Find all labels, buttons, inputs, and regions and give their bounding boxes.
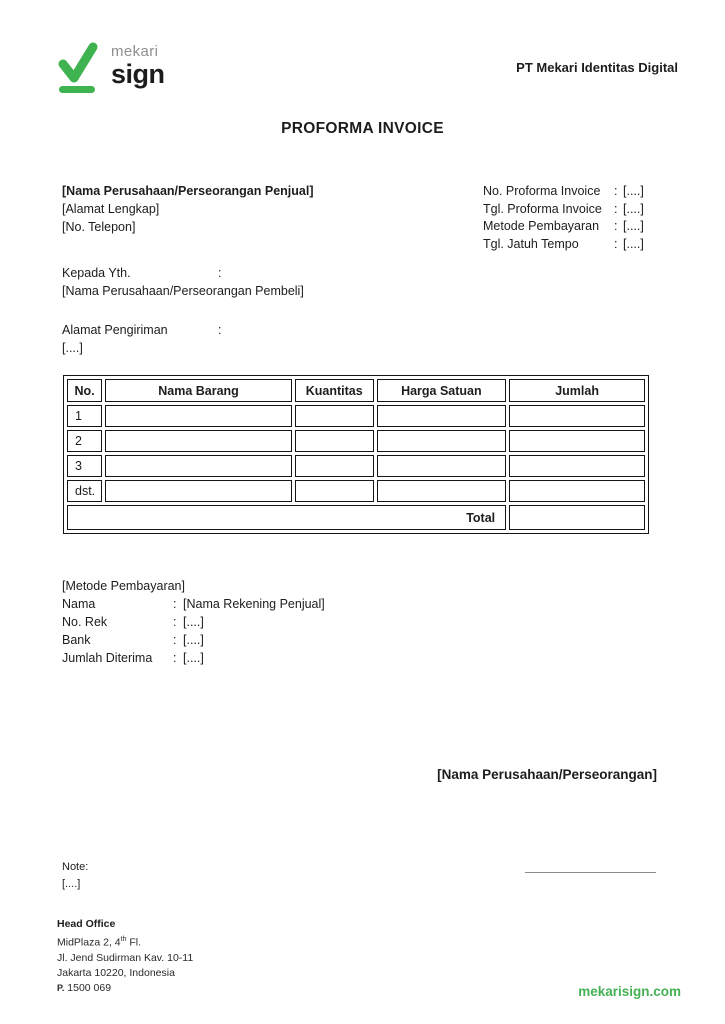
invoice-meta bbox=[483, 183, 644, 253]
meta-value: [....] bbox=[623, 201, 644, 216]
item-name-cell bbox=[105, 480, 292, 502]
meta-row-invoice-number bbox=[483, 183, 644, 201]
amount-cell bbox=[509, 455, 645, 477]
quantity-cell bbox=[295, 405, 374, 427]
payment-value: [Nama Rekening Penjual] bbox=[183, 597, 325, 611]
meta-label: Tgl. Jatuh Tempo bbox=[483, 236, 579, 251]
meta-value: [....] bbox=[623, 184, 644, 198]
table-row bbox=[67, 480, 645, 502]
seller-info bbox=[62, 182, 313, 236]
quantity-cell bbox=[295, 430, 374, 452]
signature-company-name: [Nama Perusahaan/Perseorangan] bbox=[437, 767, 657, 782]
company-name: PT Mekari Identitas Digital bbox=[516, 60, 678, 75]
address-line-2: Jl. Jend Sudirman Kav. 10-11 bbox=[57, 951, 194, 964]
logo-text-mekari: mekari bbox=[111, 43, 159, 60]
header-no: No. bbox=[67, 379, 102, 402]
payment-label: No. Rek bbox=[62, 615, 108, 629]
header-harga-satuan: Harga Satuan bbox=[377, 379, 507, 402]
colon-separator: : bbox=[218, 323, 222, 337]
seller-address: [Alamat Lengkap] bbox=[62, 202, 160, 216]
page-title: PROFORMA INVOICE bbox=[281, 120, 444, 137]
address-line-1-suffix: Fl. bbox=[126, 936, 142, 949]
total-label: Total bbox=[67, 505, 506, 530]
website-link[interactable]: mekarisign.com bbox=[578, 984, 681, 999]
header-nama-barang: Nama Barang bbox=[105, 379, 292, 402]
floor-superscript: th bbox=[120, 936, 127, 943]
payment-row-account-number bbox=[62, 613, 325, 631]
phone-prefix: P. bbox=[57, 982, 65, 993]
meta-label: Tgl. Proforma Invoice bbox=[483, 201, 602, 216]
table-row bbox=[67, 405, 645, 427]
colon-separator: : bbox=[614, 219, 618, 233]
quantity-cell bbox=[295, 455, 374, 477]
shipping-label-row bbox=[62, 321, 221, 339]
shipping-label: Alamat Pengiriman bbox=[62, 323, 168, 337]
seller-name: [Nama Perusahaan/Perseorangan Penjual] bbox=[62, 184, 314, 198]
colon-separator: : bbox=[173, 651, 177, 665]
signature-line bbox=[525, 872, 656, 873]
row-number: 1 bbox=[67, 405, 102, 427]
meta-label: Metode Pembayaran bbox=[483, 219, 600, 233]
items-table-container bbox=[63, 375, 649, 534]
unit-price-cell bbox=[377, 430, 507, 452]
recipient-label: Kepada Yth. bbox=[62, 266, 131, 280]
payment-value: [....] bbox=[183, 633, 204, 647]
items-table bbox=[63, 375, 649, 534]
check-mark-icon bbox=[58, 40, 98, 94]
meta-row-due-date bbox=[483, 236, 644, 254]
recipient-name: [Nama Perusahaan/Perseorangan Pembeli] bbox=[62, 284, 304, 298]
meta-row-payment-method bbox=[483, 218, 644, 236]
colon-separator: : bbox=[218, 266, 222, 280]
payment-label: Jumlah Diterima bbox=[62, 651, 153, 665]
header-kuantitas: Kuantitas bbox=[295, 379, 374, 402]
address-line-1-text: MidPlaza 2, 4 bbox=[57, 936, 121, 949]
item-name-cell bbox=[105, 405, 292, 427]
table-row bbox=[67, 430, 645, 452]
amount-cell bbox=[509, 430, 645, 452]
total-value-cell bbox=[509, 505, 645, 530]
colon-separator: : bbox=[173, 633, 177, 647]
mekari-sign-logo bbox=[58, 40, 165, 94]
logo-text-sign: sign bbox=[111, 59, 165, 89]
row-number: dst. bbox=[67, 480, 102, 502]
payment-title: [Metode Pembayaran] bbox=[62, 579, 185, 593]
address-line-1 bbox=[57, 932, 193, 951]
amount-cell bbox=[509, 480, 645, 502]
payment-label: Bank bbox=[62, 633, 91, 647]
note-value: [....] bbox=[62, 878, 81, 890]
unit-price-cell bbox=[377, 405, 507, 427]
table-header-row bbox=[67, 379, 645, 402]
address-line-3: Jakarta 10220, Indonesia bbox=[57, 966, 175, 979]
row-number: 2 bbox=[67, 430, 102, 452]
payment-section bbox=[62, 577, 325, 667]
phone-number: 1500 069 bbox=[67, 981, 112, 994]
item-name-cell bbox=[105, 430, 292, 452]
colon-separator: : bbox=[614, 236, 618, 251]
seller-phone: [No. Telepon] bbox=[62, 220, 136, 234]
meta-value: [....] bbox=[623, 236, 644, 251]
recipient-label-row bbox=[62, 264, 304, 282]
shipping-section bbox=[62, 321, 221, 357]
colon-separator: : bbox=[173, 615, 177, 629]
phone-line bbox=[57, 981, 193, 996]
recipient-section bbox=[62, 264, 304, 300]
amount-cell bbox=[509, 405, 645, 427]
note-section bbox=[62, 859, 88, 893]
payment-value: [....] bbox=[183, 615, 204, 629]
note-label: Note: bbox=[62, 861, 89, 873]
unit-price-cell bbox=[377, 480, 507, 502]
total-row bbox=[67, 505, 645, 530]
payment-row-bank bbox=[62, 631, 325, 649]
payment-row-amount-received bbox=[62, 649, 325, 667]
quantity-cell bbox=[295, 480, 374, 502]
payment-value: [....] bbox=[183, 651, 204, 665]
payment-label: Nama bbox=[62, 597, 96, 611]
shipping-value: [....] bbox=[62, 341, 83, 355]
header-jumlah: Jumlah bbox=[509, 379, 645, 402]
meta-row-invoice-date bbox=[483, 201, 644, 219]
table-row bbox=[67, 455, 645, 477]
unit-price-cell bbox=[377, 455, 507, 477]
meta-label: No. Proforma Invoice bbox=[483, 184, 601, 198]
colon-separator: : bbox=[614, 184, 618, 198]
row-number: 3 bbox=[67, 455, 102, 477]
logo-wordmark bbox=[111, 40, 165, 88]
payment-row-account-name bbox=[62, 595, 325, 613]
item-name-cell bbox=[105, 455, 292, 477]
colon-separator: : bbox=[614, 201, 618, 216]
footer-address bbox=[57, 917, 193, 996]
colon-separator: : bbox=[173, 597, 177, 611]
meta-value: [....] bbox=[623, 219, 644, 233]
head-office-title: Head Office bbox=[57, 918, 116, 930]
